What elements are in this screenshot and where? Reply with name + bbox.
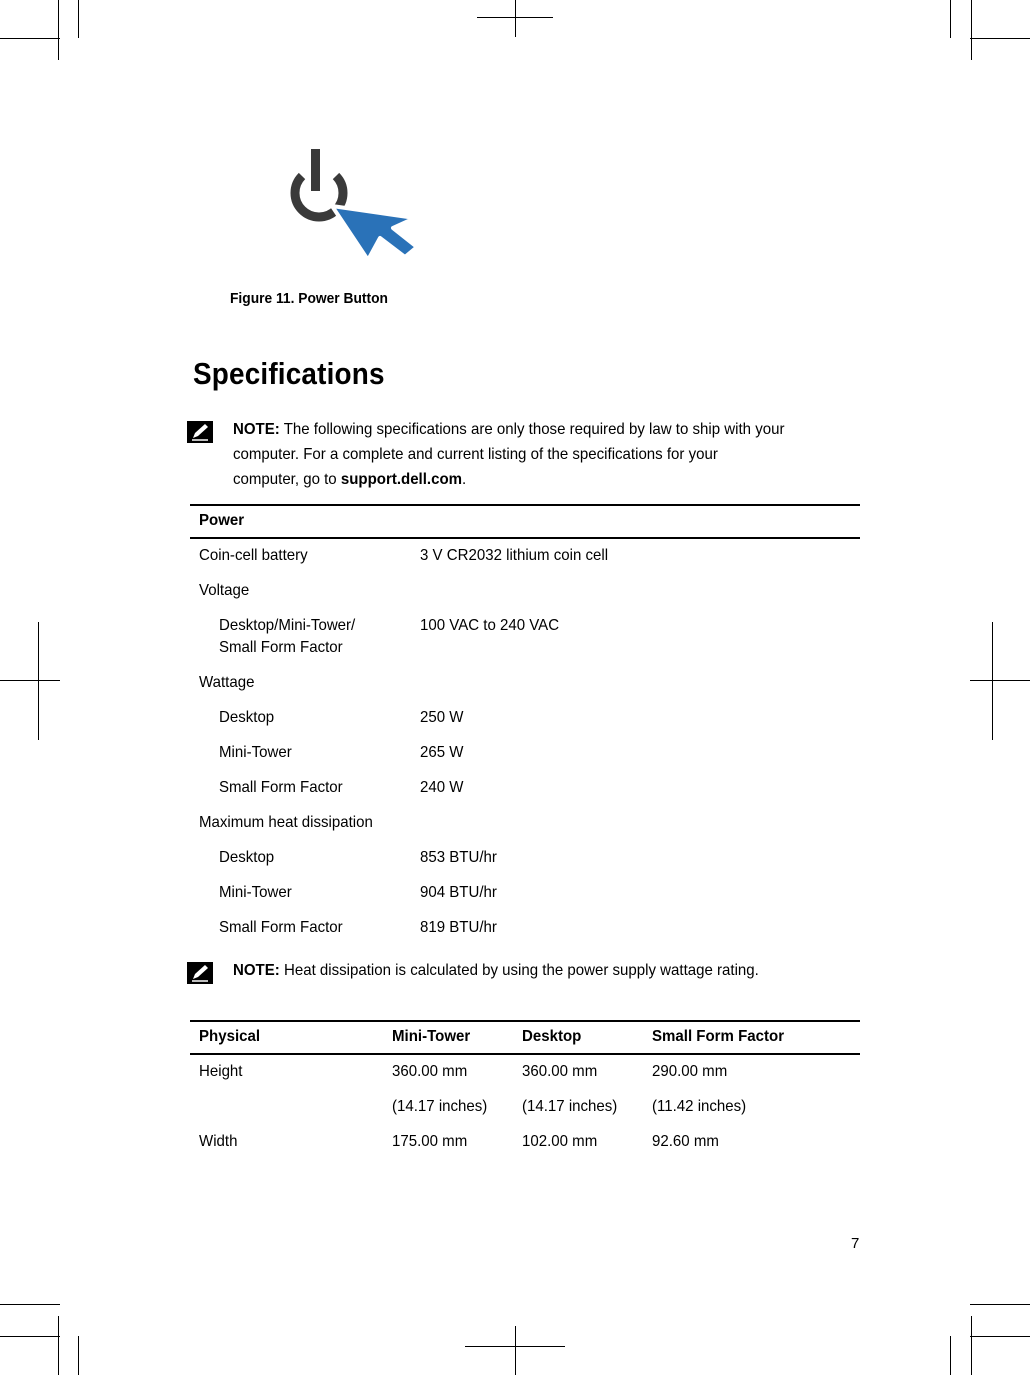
wattage-minitower-label: Mini-Tower bbox=[219, 744, 292, 761]
minitower-header: Mini-Tower bbox=[392, 1028, 471, 1045]
heat-minitower-value: 904 BTU/hr bbox=[420, 884, 497, 901]
voltage-sub-label-2: Small Form Factor bbox=[219, 639, 343, 656]
note-heat-dissipation: NOTE: Heat dissipation is calculated by using the power supply wattage rating. bbox=[233, 962, 759, 979]
height-minitower-mm: 360.00 mm bbox=[392, 1063, 468, 1080]
heat-desktop-value: 853 BTU/hr bbox=[420, 849, 497, 866]
note-requirements: NOTE: The following specifications are only those required by law to ship with your computer. For a complete and current listing of the specifications for your computer, go to support.dell.com. bbox=[233, 421, 785, 488]
height-minitower-in: (14.17 inches) bbox=[392, 1098, 488, 1115]
pencil-note-icon bbox=[186, 961, 214, 985]
page-title: Specifications bbox=[193, 356, 385, 391]
coin-cell-value: 3 V CR2032 lithium coin cell bbox=[420, 547, 609, 564]
page-number: 7 bbox=[851, 1235, 860, 1252]
wattage-desktop-label: Desktop bbox=[219, 709, 275, 726]
table-header-rule bbox=[190, 1053, 860, 1055]
coin-cell-label: Coin-cell battery bbox=[199, 547, 308, 564]
height-desktop-mm: 360.00 mm bbox=[522, 1063, 598, 1080]
power-button-figure bbox=[280, 140, 430, 265]
power-header: Power bbox=[199, 512, 245, 529]
desktop-header: Desktop bbox=[522, 1028, 582, 1045]
wattage-sff-label: Small Form Factor bbox=[219, 779, 343, 796]
heat-label: Maximum heat dissipation bbox=[199, 814, 373, 831]
wattage-desktop-value: 250 W bbox=[420, 709, 464, 726]
height-label: Height bbox=[199, 1063, 243, 1080]
width-label: Width bbox=[199, 1133, 238, 1150]
cursor-arrow-icon bbox=[332, 206, 417, 260]
physical-header: Physical bbox=[199, 1028, 261, 1045]
wattage-sff-value: 240 W bbox=[420, 779, 464, 796]
note-label: NOTE: bbox=[233, 421, 280, 438]
heat-sff-label: Small Form Factor bbox=[219, 919, 343, 936]
height-sff-mm: 290.00 mm bbox=[652, 1063, 728, 1080]
sff-header: Small Form Factor bbox=[652, 1028, 785, 1045]
width-sff-mm: 92.60 mm bbox=[652, 1133, 719, 1150]
heat-minitower-label: Mini-Tower bbox=[219, 884, 292, 901]
table-top-rule bbox=[190, 504, 860, 506]
heat-desktop-label: Desktop bbox=[219, 849, 275, 866]
support-link[interactable]: support.dell.com bbox=[340, 471, 463, 488]
heat-sff-value: 819 BTU/hr bbox=[420, 919, 497, 936]
table-header-rule bbox=[190, 537, 860, 539]
width-minitower-mm: 175.00 mm bbox=[392, 1133, 468, 1150]
voltage-value: 100 VAC to 240 VAC bbox=[420, 617, 560, 634]
pencil-note-icon bbox=[186, 420, 214, 444]
note-label: NOTE: bbox=[233, 962, 280, 979]
voltage-label: Voltage bbox=[199, 582, 250, 599]
width-desktop-mm: 102.00 mm bbox=[522, 1133, 598, 1150]
height-desktop-in: (14.17 inches) bbox=[522, 1098, 618, 1115]
wattage-minitower-value: 265 W bbox=[420, 744, 464, 761]
table-top-rule bbox=[190, 1020, 860, 1022]
figure-caption: Figure 11. Power Button bbox=[230, 290, 388, 307]
wattage-label: Wattage bbox=[199, 674, 255, 691]
height-sff-in: (11.42 inches) bbox=[652, 1098, 747, 1115]
voltage-sub-label-1: Desktop/Mini-Tower/ bbox=[219, 617, 356, 634]
